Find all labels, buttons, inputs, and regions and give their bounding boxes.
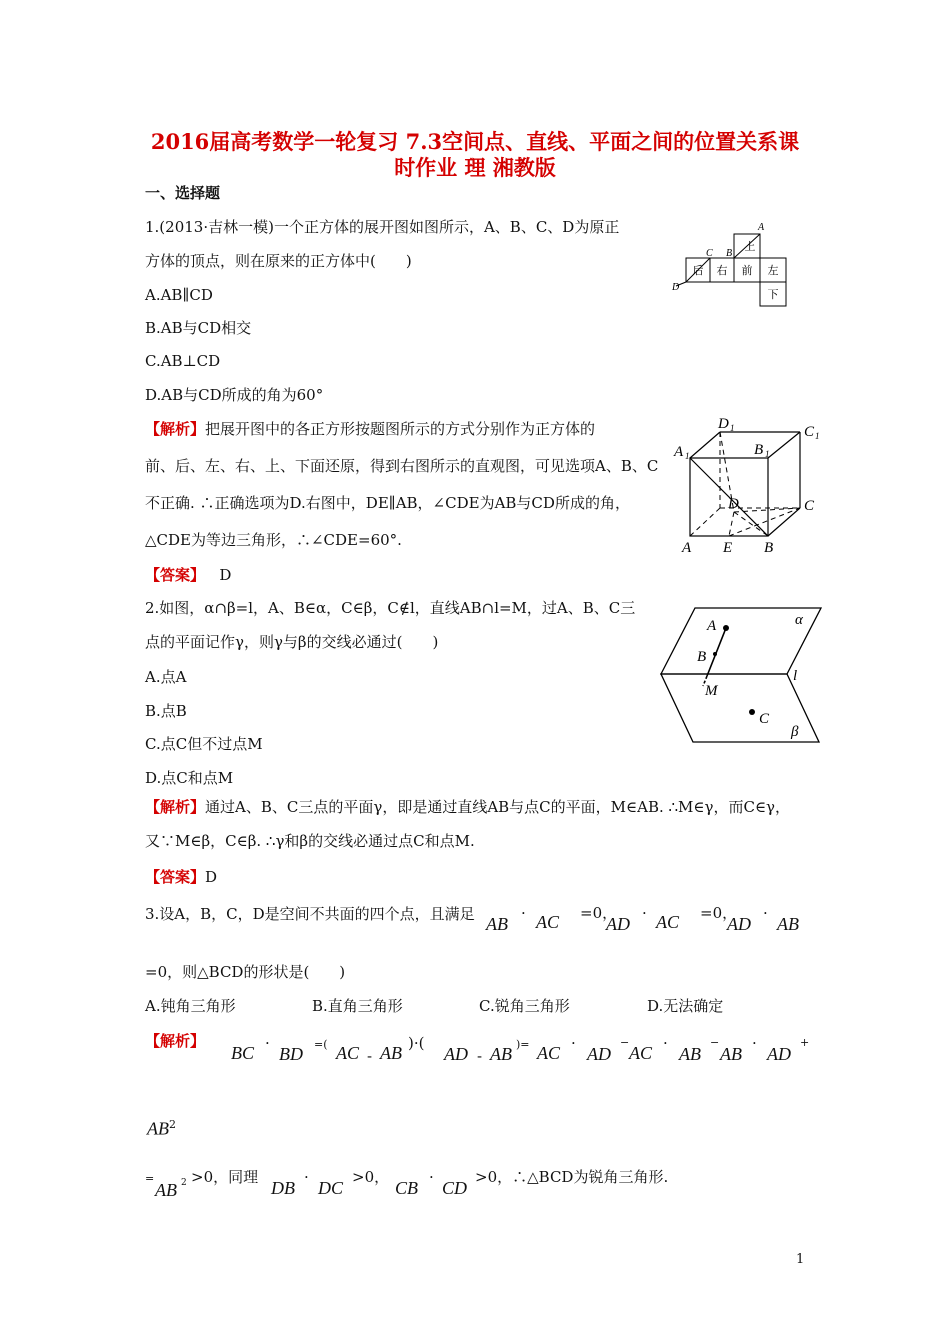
net-point-d: D [672, 282, 680, 293]
vec-cb: CB [395, 1178, 419, 1198]
cube-label-a1-sub: 1 [685, 451, 690, 461]
q3-conclusion [0, 1164, 950, 1204]
dot: · [752, 1034, 757, 1052]
vec-ab: AB [679, 1044, 701, 1064]
vec-ac: AC [537, 1043, 561, 1063]
dot: · [571, 1034, 576, 1052]
exponent: 2 [181, 1178, 187, 1188]
q1-option-b: B.AB与CD相交 [145, 319, 252, 337]
cube-label-b1-sub: 1 [765, 449, 770, 459]
q1-option-c: C.AB⊥CD [145, 352, 221, 370]
q2-answer-value: D [205, 868, 218, 886]
q1-line-1: 1.(2013·吉林一模)一个正方体的展开图如图所示，A、B、C、D为原正 [145, 218, 620, 236]
minus: − [710, 1036, 720, 1049]
q1-jiexi-line-3: 不正确. ∴正确选项为D.右图中，DE∥AB，∠CDE为AB与CD所成的角， [145, 494, 630, 512]
vec-cd: CD [442, 1178, 468, 1198]
vec-ac: AC [536, 912, 560, 932]
title-line-1: 2016届高考数学一轮复习 7.3空间点、直线、平面之间的位置关系课 [150, 129, 800, 154]
q1-answer-label: 【答案】 [145, 566, 206, 584]
vec-ab: AB [147, 1118, 169, 1139]
plane-point-a: A [707, 618, 717, 634]
plane-label-beta: β [791, 724, 799, 740]
gt-zero-text: >0，同理 [191, 1168, 259, 1186]
q1-jiexi-line-1: 把展开图中的各正方形按题图所示的方式分别作为正方体的 [205, 420, 596, 438]
net-point-b: B [726, 248, 733, 259]
dot: · [642, 904, 647, 922]
vec-ab: AB [155, 1180, 177, 1200]
q2-answer [145, 866, 217, 888]
q2-line-1: 2.如图，α∩β=l，A、B∈α，C∈β，C∉l，直线AB∩l=M，过A、B、C三 [145, 599, 636, 617]
net-cell-right: 右 [716, 265, 728, 277]
cube-figure [672, 412, 832, 556]
page-number: 1 [796, 1252, 805, 1267]
q3-option-b: B.直角三角形 [312, 997, 403, 1015]
minus: - [367, 1047, 373, 1065]
equals: = [145, 1172, 155, 1185]
q2-jiexi [145, 796, 790, 818]
q2-option-c: C.点C但不过点M [145, 735, 263, 753]
vec-ad: AD [587, 1044, 611, 1064]
cube-label-b1: B [754, 442, 764, 458]
net-cell-back: 后 [692, 265, 704, 277]
gt-zero: >0， [352, 1168, 390, 1186]
cube-net-figure [670, 218, 790, 310]
equals-zero: =0， [580, 904, 618, 922]
vec-ad: AD [444, 1044, 468, 1064]
q3-ab-squared [147, 1118, 176, 1139]
q3-option-c: C.锐角三角形 [479, 997, 570, 1015]
q1-line-2: 方体的顶点，则在原来的正方体中( ) [145, 252, 412, 270]
vec-ac: AC [629, 1043, 653, 1063]
q2-jiexi-line-1: 通过A、B、C三点的平面γ，即是通过直线AB与点C的平面，M∈AB. ∴M∈γ，而C∈γ， [205, 798, 791, 816]
vec-bd: BD [279, 1044, 303, 1064]
q3-intro: 3.设A，B，C，D是空间不共面的四个点，且满足 [145, 905, 475, 923]
net-cell-bottom: 下 [767, 289, 779, 301]
equals-zero: =0， [700, 904, 738, 922]
vec-ab: AB [720, 1044, 742, 1064]
section-heading: 一、选择题 [145, 184, 221, 202]
cube-label-a: A [682, 540, 692, 556]
minus: - [477, 1047, 483, 1065]
net-cell-top: 上 [744, 241, 756, 253]
dot: · [304, 1168, 309, 1186]
cube-label-a1: A [674, 444, 684, 460]
minus: − [620, 1036, 630, 1049]
vec-ab: AB [380, 1043, 402, 1063]
q1-jiexi-line-4: △CDE为等边三角形，∴∠CDE=60°. [145, 531, 402, 549]
q1-option-d: D.AB与CD所成的角为60° [145, 386, 324, 404]
cube-label-c1-sub: 1 [815, 431, 820, 441]
plane-point-b: B [697, 649, 707, 665]
dot: · [521, 904, 526, 922]
plane-point-m: M [705, 683, 718, 699]
q1-jiexi [145, 418, 595, 440]
q3-option-a: A.钝角三角形 [145, 997, 236, 1015]
q2-option-a: A.点A [145, 668, 187, 686]
q2-answer-label: 【答案】 [145, 868, 206, 886]
paren-dot-paren: )·( [408, 1034, 425, 1052]
dot: · [265, 1034, 270, 1052]
q2-option-b: B.点B [145, 702, 187, 720]
conclusion-text: >0，∴△BCD为锐角三角形. [475, 1168, 669, 1186]
vec-ac: AC [656, 912, 680, 932]
q2-jiexi-label: 【解析】 [145, 798, 206, 816]
q2-jiexi-line-2: 又∵M∈β，C∈β. ∴γ和β的交线必通过点C和点M. [145, 832, 475, 850]
net-point-c: C [706, 248, 713, 259]
vec-bc: BC [231, 1043, 255, 1063]
vec-ad: AD [767, 1044, 791, 1064]
vec-ad: AD [606, 914, 630, 934]
eq-paren: =( [314, 1038, 328, 1051]
planes-figure [655, 604, 827, 746]
q3-option-d: D.无法确定 [647, 997, 724, 1015]
q1-jiexi-line-2: 前、后、左、右、上、下面还原，得到右图所示的直观图，可见选项A、B、C [145, 457, 659, 475]
q1-option-a: A.AB∥CD [145, 286, 213, 304]
plane-label-alpha: α [795, 612, 803, 628]
q3-expression [0, 1030, 950, 1070]
vec-ab: AB [486, 914, 508, 934]
q3-jiexi-label: 【解析】 [145, 1032, 206, 1050]
q1-answer [145, 564, 231, 586]
q2-option-d: D.点C和点M [145, 769, 234, 787]
cube-label-d: D [728, 496, 739, 512]
q1-jiexi-label: 【解析】 [145, 420, 206, 438]
vec-ab: AB [777, 914, 799, 934]
vec-ab: AB [490, 1044, 512, 1064]
dot: · [663, 1034, 668, 1052]
cube-label-e: E [723, 540, 733, 556]
line-label-l: l [793, 668, 798, 684]
vec-db: DB [271, 1178, 295, 1198]
net-point-a: A [758, 222, 765, 233]
net-cell-left: 左 [767, 265, 779, 277]
plane-point-c: C [759, 711, 770, 727]
q2-line-2: 点的平面记作γ，则γ与β的交线必通过( ) [145, 633, 439, 651]
dot: · [429, 1168, 434, 1186]
cube-label-d1-sub: 1 [730, 423, 735, 433]
dot: · [763, 904, 768, 922]
paren-eq: )= [516, 1038, 530, 1051]
q3-condition-end: =0，则△BCD的形状是( ) [145, 963, 346, 981]
q1-answer-value: D [219, 566, 232, 584]
cube-label-d1: D [718, 416, 729, 432]
exponent: 2 [169, 1118, 176, 1131]
vec-ad: AD [727, 914, 751, 934]
vec-ac: AC [336, 1043, 360, 1063]
cube-label-c1: C [804, 424, 815, 440]
vec-dc: DC [318, 1178, 344, 1198]
plus: + [800, 1036, 810, 1049]
cube-label-c: C [804, 498, 815, 514]
cube-label-b: B [764, 540, 774, 556]
title-line-2: 时作业 理 湘教版 [394, 155, 556, 180]
net-cell-front: 前 [741, 265, 753, 277]
